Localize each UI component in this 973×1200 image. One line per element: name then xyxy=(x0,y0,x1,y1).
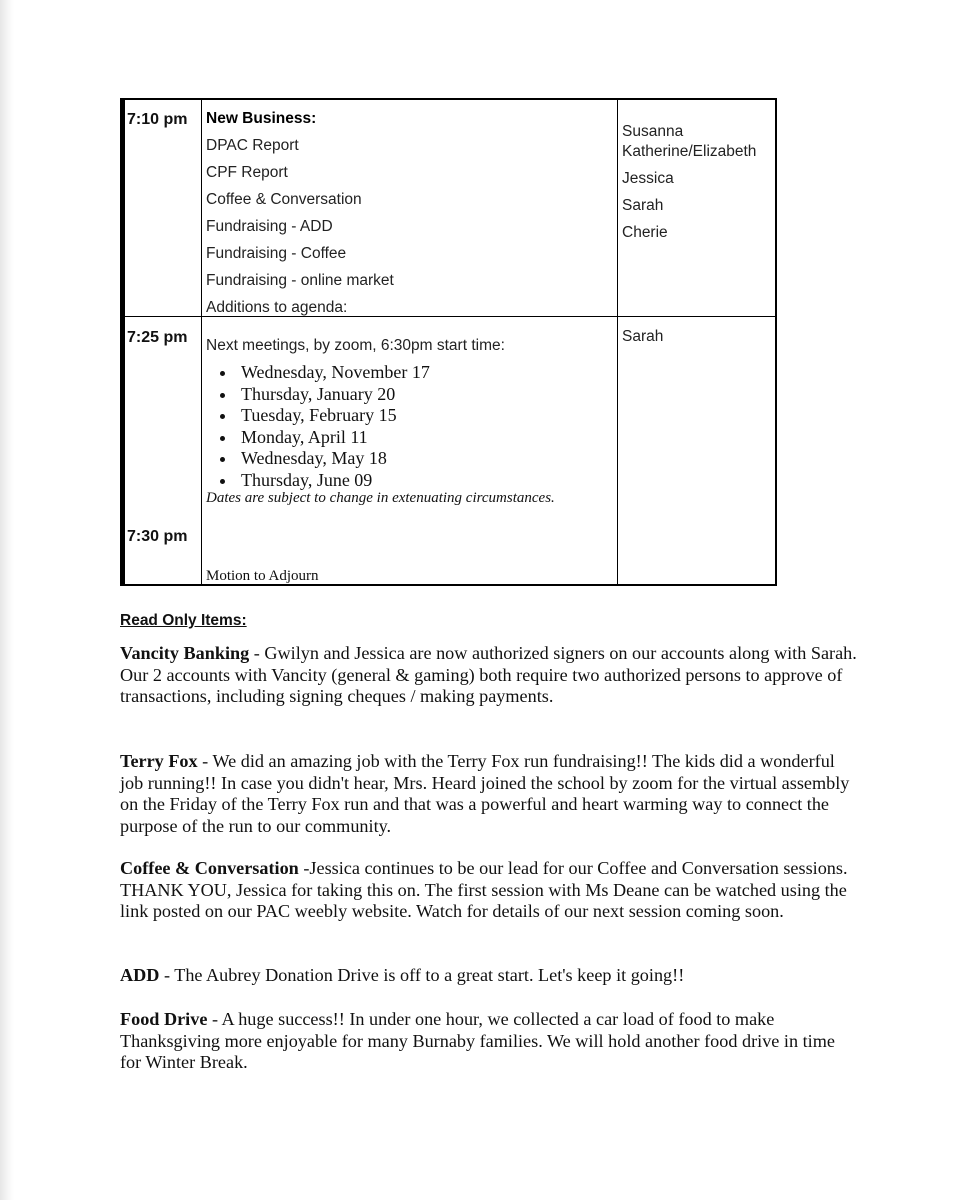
agenda-item: DPAC Report xyxy=(206,137,299,154)
agenda-time-3: 7:30 pm xyxy=(127,528,188,545)
read-only-item-vancity xyxy=(120,643,860,708)
meeting-date: • Wednesday, November 17 xyxy=(237,362,430,384)
agenda-table xyxy=(120,98,777,586)
agenda-person: Sarah xyxy=(622,328,664,345)
item-text: -Jessica continues to be our lead for our Coffee and Conversation sessions. THANK YOU, Jessica for taking this on. The first session with Ms Deane can be watched using the link posted on our PAC weebly website. Watch for details of our next session coming soon. xyxy=(120,858,848,921)
agenda-person: Jessica xyxy=(622,170,674,187)
agenda-item: CPF Report xyxy=(206,164,288,181)
motion-to-adjourn: Motion to Adjourn xyxy=(206,568,319,584)
meeting-dates-list xyxy=(211,362,430,491)
dates-note: Dates are subject to change in extenuating circumstances. xyxy=(206,490,555,506)
item-title: Food Drive xyxy=(120,1009,208,1029)
item-text: - Gwilyn and Jessica are now authorized signers on our accounts along with Sarah. Our 2 accounts with Vancity (general & gaming) both require two authorized persons to approve of transactions, including signing cheques / making payments. xyxy=(120,643,857,706)
read-only-item-terry-fox xyxy=(120,751,860,837)
agenda-item: Fundraising - online market xyxy=(206,272,394,289)
read-only-item-food-drive xyxy=(120,1009,860,1074)
meeting-date: • Wednesday, May 18 xyxy=(237,448,430,470)
meeting-date: • Tuesday, February 15 xyxy=(237,405,430,427)
agenda-item: Additions to agenda: xyxy=(206,299,348,316)
agenda-person: Sarah xyxy=(622,197,664,214)
read-only-item-add xyxy=(120,965,860,987)
item-text: - We did an amazing job with the Terry Fox run fundraising!! The kids did a wonderful job running!! In case you didn't hear, Mrs. Heard joined the school by zoom for the virtual assembly on the Friday of the Terry Fox run and that was a powerful and heart warming way to connect the purpose of the run to our community. xyxy=(120,751,850,836)
meeting-date: • Monday, April 11 xyxy=(237,427,430,449)
agenda-heading-new-business: New Business: xyxy=(206,110,317,127)
read-only-heading: Read Only Items: xyxy=(120,612,247,629)
agenda-heading-next-meetings: Next meetings, by zoom, 6:30pm start time: xyxy=(206,337,505,354)
agenda-item: Coffee & Conversation xyxy=(206,191,362,208)
agenda-person: Katherine/Elizabeth xyxy=(622,143,757,160)
item-title: Coffee & Conversation xyxy=(120,858,299,878)
page-edge-shadow xyxy=(0,0,14,1200)
item-text: - A huge success!! In under one hour, we collected a car load of food to make Thanksgiving more enjoyable for many Burnaby families. We will hold another food drive in time for Winter Break. xyxy=(120,1009,835,1072)
item-title: ADD xyxy=(120,965,160,985)
column-divider-person xyxy=(617,100,618,584)
item-text: - The Aubrey Donation Drive is off to a great start. Let's keep it going!! xyxy=(159,965,685,985)
agenda-item: Fundraising - Coffee xyxy=(206,245,347,262)
column-divider-time xyxy=(201,100,202,584)
agenda-time-2: 7:25 pm xyxy=(127,329,188,346)
agenda-time-1: 7:10 pm xyxy=(127,111,188,128)
read-only-item-coffee xyxy=(120,858,860,923)
item-title: Terry Fox xyxy=(120,751,198,771)
meeting-date: • Thursday, June 09 xyxy=(237,470,430,492)
agenda-person: Susanna xyxy=(622,123,684,140)
item-title: Vancity Banking xyxy=(120,643,250,663)
agenda-item: Fundraising - ADD xyxy=(206,218,333,235)
meeting-date: • Thursday, January 20 xyxy=(237,384,430,406)
agenda-person: Cherie xyxy=(622,224,668,241)
